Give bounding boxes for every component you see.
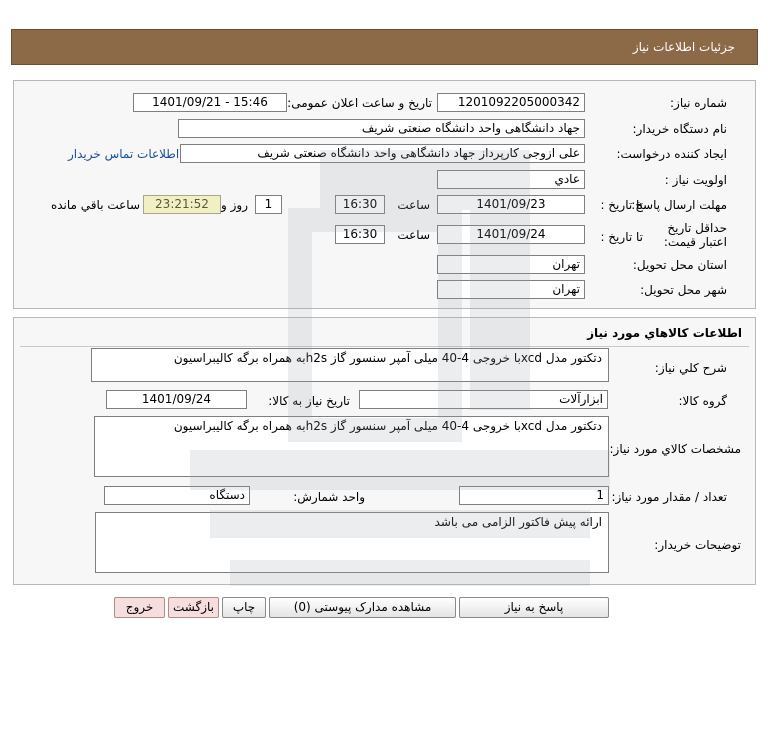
validity-time-field[interactable]: 16:30 xyxy=(335,225,385,244)
remaining-days-field: 1 xyxy=(255,195,282,214)
qty-field[interactable]: 1 xyxy=(459,486,609,505)
announce-label: تاریخ و ساعت اعلان عمومی: xyxy=(287,96,432,110)
priority-field[interactable]: عادي xyxy=(437,170,585,189)
reply-to-date-label: تا تاریخ : xyxy=(600,198,643,212)
summary-field[interactable]: دتکتور مدل xcdبا خروجی 4-40 میلی آمپر سنسور گاز h2sبه همراه برگه کالیبراسیون xyxy=(91,348,609,382)
need-date-field[interactable]: 1401/09/24 xyxy=(106,390,247,409)
validity-label-text: حداقل تاریخ اعتبار قیمت: xyxy=(663,221,727,249)
back-button[interactable]: بازگشت xyxy=(168,597,219,618)
notes-field[interactable]: ارائه پیش فاکتور الزامی می باشد xyxy=(95,512,609,573)
group-label: گروه کالا: xyxy=(678,394,727,408)
buyer-label: نام دستگاه خریدار: xyxy=(632,122,727,136)
priority-label: اولویت نیاز : xyxy=(664,173,727,187)
requester-label: ایجاد کننده درخواست: xyxy=(616,147,727,161)
notes-label: توضیحات خریدار: xyxy=(654,538,741,552)
reply-time-field[interactable]: 16:30 xyxy=(335,195,385,214)
remaining-time-field: 23:21:52 xyxy=(143,195,221,214)
group-field[interactable]: ابزارآلات xyxy=(359,390,608,409)
summary-label: شرح کلي نياز: xyxy=(654,361,727,375)
need-date-label: تاریخ نیاز به کالا: xyxy=(268,394,350,408)
need-number-field[interactable]: 1201092205000342 xyxy=(437,93,585,112)
requester-field[interactable]: علی ازوجی کارپرداز جهاد دانشگاهی واحد دانشگاه صنعتی شریف xyxy=(180,144,585,163)
print-button[interactable]: چاپ xyxy=(222,597,266,618)
view-attachments-button[interactable]: مشاهده مدارک پیوستی (0) xyxy=(269,597,456,618)
city-label: شهر محل تحویل: xyxy=(640,283,727,297)
specs-field[interactable]: دتکتور مدل xcdبا خروجی 4-40 میلی آمپر سنسور گاز h2sبه همراه برگه کالیبراسیون xyxy=(94,416,609,477)
province-label: استان محل تحویل: xyxy=(632,258,727,272)
need-info-panel xyxy=(13,80,756,309)
unit-label: واحد شمارش: xyxy=(293,490,365,504)
need-number-label: شماره نیاز: xyxy=(670,96,727,110)
validity-to-date-label: تا تاریخ : xyxy=(600,230,643,244)
announce-field[interactable]: 1401/09/21 - 15:46 xyxy=(133,93,287,112)
days-and-label: روز و xyxy=(221,198,248,212)
validity-date-field[interactable]: 1401/09/24 xyxy=(437,225,585,244)
qty-label: تعداد / مقدار مورد نیاز: xyxy=(611,490,727,504)
province-field[interactable]: تهران xyxy=(437,255,585,274)
remaining-time-label: ساعت باقي مانده xyxy=(50,198,140,212)
reply-deadline-label: مهلت ارسال پاسخ: xyxy=(631,198,727,212)
validity-label xyxy=(652,221,727,249)
reply-time-label: ساعت xyxy=(397,198,430,212)
buyer-contact-link[interactable]: اطلاعات تماس خریدار xyxy=(68,147,180,161)
page-header xyxy=(11,29,758,65)
validity-time-label: ساعت xyxy=(397,228,430,242)
city-field[interactable]: تهران xyxy=(437,280,585,299)
page-title: جزئیات اطلاعات نیاز xyxy=(632,40,735,54)
reply-date-field[interactable]: 1401/09/23 xyxy=(437,195,585,214)
unit-field[interactable]: دستگاه xyxy=(104,486,250,505)
goods-section-title: اطلاعات کالاهاي مورد نياز xyxy=(587,326,742,340)
reply-button[interactable]: پاسخ به نیاز xyxy=(459,597,609,618)
buyer-field[interactable]: جهاد دانشگاهی واحد دانشگاه صنعتی شریف xyxy=(178,119,585,138)
goods-info-panel xyxy=(13,317,756,585)
exit-button[interactable]: خروج xyxy=(114,597,165,618)
section-divider xyxy=(20,346,749,347)
specs-label: مشخصات کالاي مورد نياز: xyxy=(609,442,741,456)
